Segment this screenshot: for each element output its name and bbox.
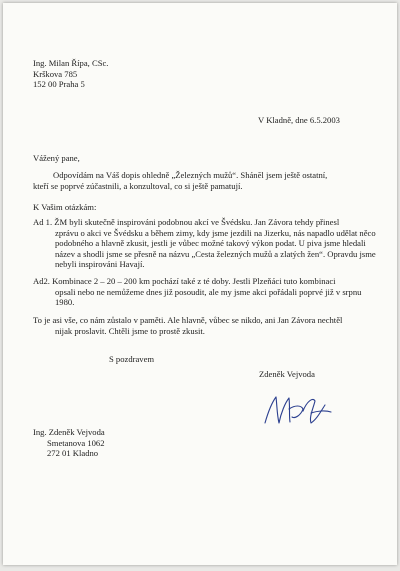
intro-line: Odpovídám na Váš dopis ohledně „Železných mužů“. Shánĕl jsem ještě ostatní,: [53, 170, 328, 180]
footer-street: Smetanova 1062: [47, 437, 105, 448]
salutation: Vážený pane,: [33, 153, 80, 163]
footer-city: 272 01 Kladno: [47, 448, 99, 459]
intro-paragraph: [33, 170, 327, 191]
answer-1-line: podobného a hlavně zkusit, jestli je vůbec možné takový výkon podat. U piva jsme hledali: [55, 238, 366, 249]
answer-1-line: zprávu o akci ve Švédsku a během zimy, kdy jsme jezdili na Jizerku, nás napadlo udělat něco: [55, 227, 376, 238]
closing-line: nijak proslavit. Chtěli jsme to prostě zkusit.: [55, 325, 205, 336]
answer-2-line: 1980.: [55, 297, 75, 308]
answer-2-line: opsali nebo ne nemůžeme dnes již posoudit, ale my jsme akci pořádali poprvé již v srpnu: [55, 286, 362, 297]
footer-name: Ing. Zdeněk Vejvoda: [33, 427, 105, 437]
answer-1-line: nebyli inspirováni Havají.: [55, 259, 145, 270]
answer-2-line: Ad2. Kombinace 2 – 20 – 200 km pochází také z té doby. Jestli Plzeňáci tuto kombinaci: [33, 276, 336, 286]
closing-line: To je asi vše, co nám zůstalo v paměti. Ale hlavně, vůbec se nikdo, ani Jan Závora nechtěl: [33, 315, 343, 325]
intro-line: kteří se poprvé zúčastnili, a konzultoval, co si ještě pamatují.: [33, 180, 243, 191]
answer-2-paragraph: [33, 276, 361, 308]
handwritten-signature: [259, 389, 339, 433]
closing-paragraph: [33, 315, 342, 336]
questions-heading: K Vašim otázkám:: [33, 202, 97, 212]
sender-street: Krškova 785: [33, 68, 78, 79]
signatory-name: Zdeněk Vejvoda: [259, 369, 315, 379]
answer-1-paragraph: [33, 217, 376, 270]
sender-address: [33, 58, 108, 90]
regards: S pozdravem: [109, 354, 155, 364]
sender-city: 152 00 Praha 5: [33, 79, 85, 90]
place-date: V Kladně, dne 6.5.2003: [258, 115, 340, 125]
letter-page: [3, 3, 397, 565]
footer-address: [33, 427, 105, 459]
sender-name: Ing. Milan Řípa, CSc.: [33, 58, 109, 68]
answer-1-line: Ad 1. ŽM byli skutečně inspirováni podobnou akcí ve Švédsku. Jan Závora tehdy přinesl: [33, 217, 340, 227]
answer-1-line: název a shodli jsme se přesně na názvu „Cesta železných mužů a zlatých žen“. Opravdu jsme: [55, 248, 376, 259]
